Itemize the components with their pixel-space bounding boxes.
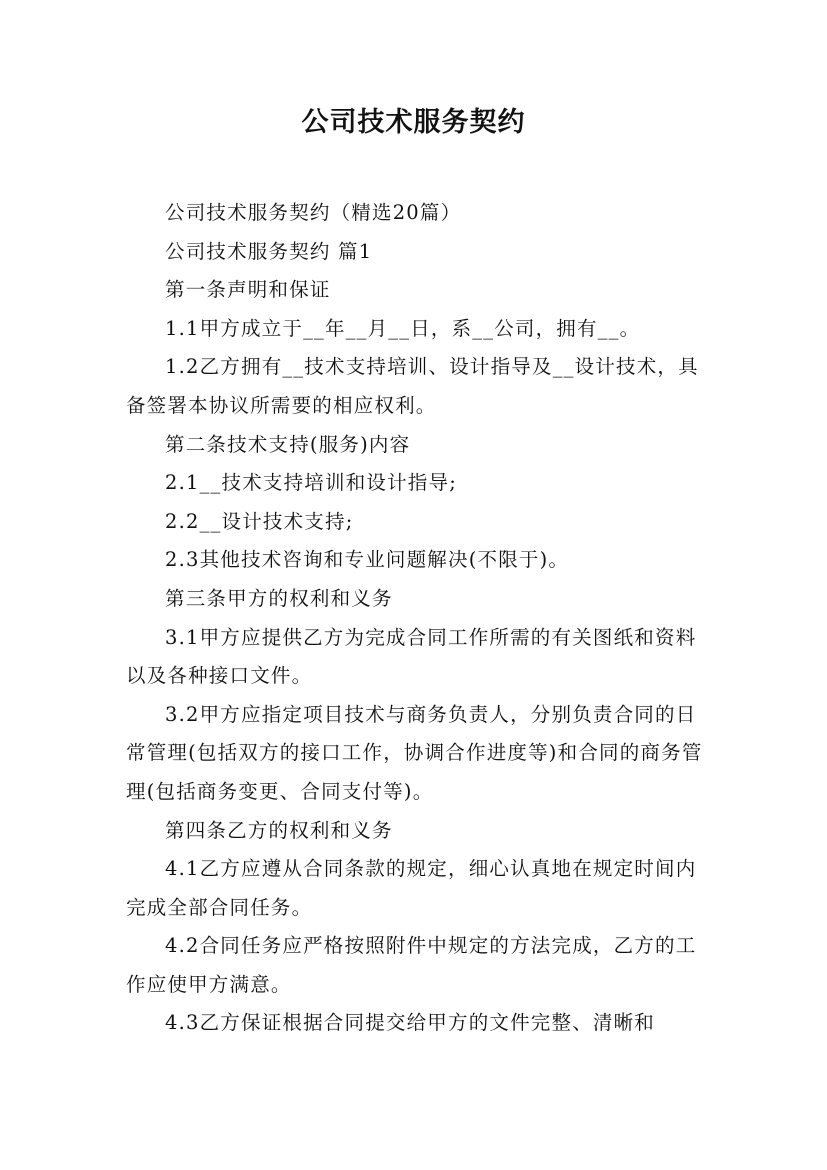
- document-body: [126, 194, 706, 1043]
- document-title: 公司技术服务契约: [301, 107, 526, 138]
- clause-3-2: 3.2甲方应指定项目技术与商务负责人，分别负责合同的日常管理(包括双方的接口工作，协调合作进度等)和合同的商务管理(包括商务变更、合同支付等)。: [126, 702, 703, 803]
- section-heading-2: 第二条技术支持(服务)内容: [165, 432, 411, 456]
- paragraph-subtitle: 公司技术服务契约（精选20篇）: [165, 201, 462, 224]
- clause-1-1: 1.1甲方成立于__年__月__日，系__公司，拥有__。: [165, 316, 641, 340]
- paragraph-article-heading: 公司技术服务契约 篇1: [165, 239, 373, 263]
- clause-4-1: 4.1乙方应遵从合同条款的规定，细心认真地在规定时间内完成全部合同任务。: [126, 857, 697, 919]
- section-heading-1: 第一条声明和保证: [165, 278, 331, 302]
- clause-4-3: 4.3乙方保证根据合同提交给甲方的文件完整、清晰和: [165, 1011, 656, 1035]
- section-heading-4: 第四条乙方的权利和义务: [165, 818, 393, 842]
- clause-1-2: 1.2乙方拥有__技术支持培训、设计指导及__设计技术，具备签署本协议所需要的相应权利。: [126, 355, 699, 417]
- clause-2-1: 2.1__技术支持培训和设计指导;: [165, 471, 457, 495]
- section-heading-3: 第三条甲方的权利和义务: [165, 586, 393, 610]
- clause-2-3: 2.3其他技术咨询和专业问题解决(不限于)。: [165, 548, 570, 572]
- clause-2-2: 2.2__设计技术支持;: [165, 509, 354, 533]
- clause-4-2: 4.2合同任务应严格按照附件中规定的方法完成，乙方的工作应使甲方满意。: [126, 934, 697, 996]
- clause-3-1: 3.1甲方应提供乙方为完成合同工作所需的有关图纸和资料以及各种接口文件。: [126, 625, 697, 688]
